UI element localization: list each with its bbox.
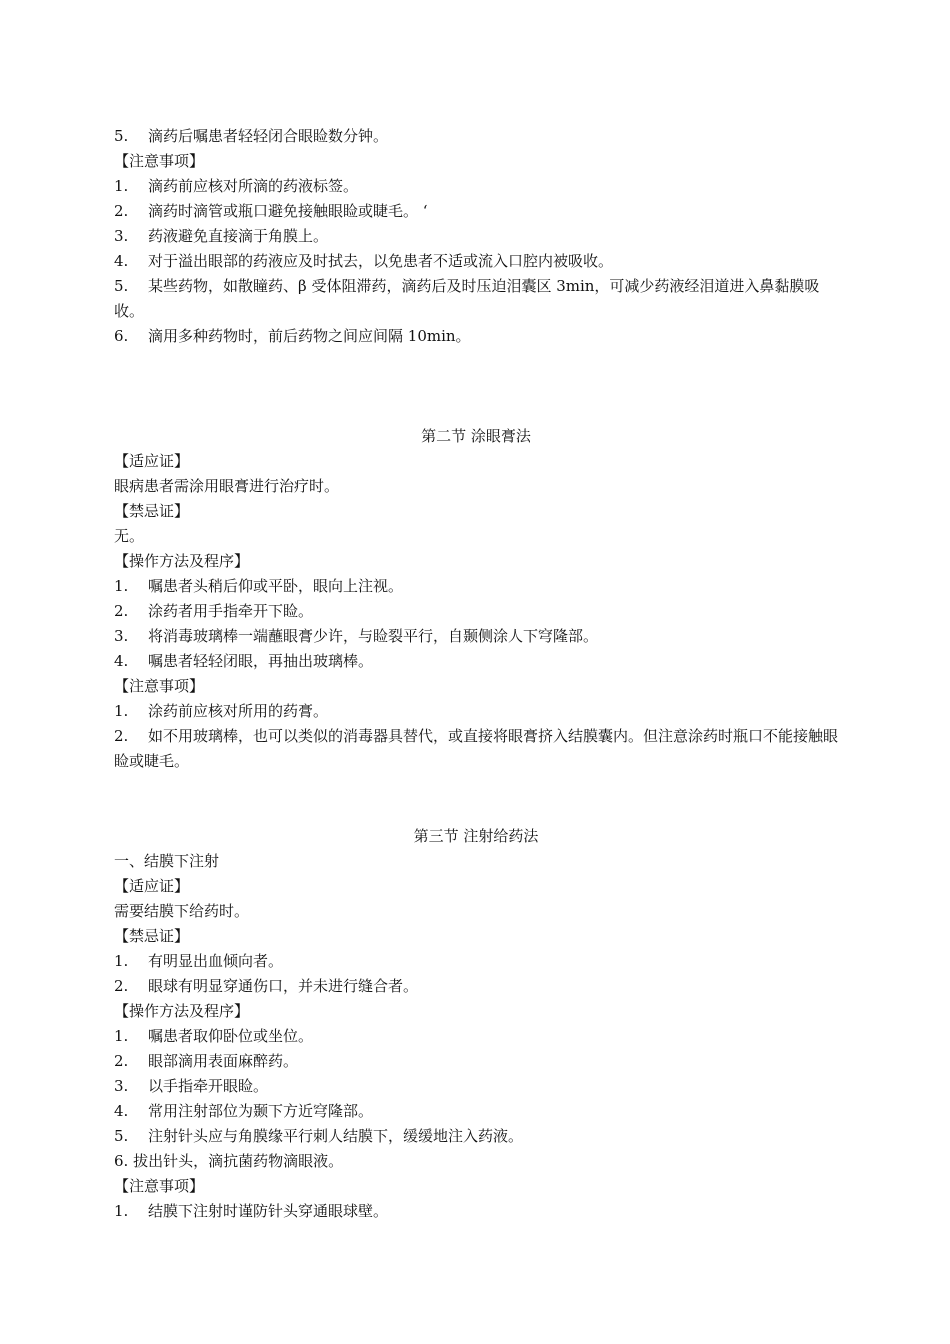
item-number: 2. bbox=[114, 1052, 129, 1070]
item-text: 对于溢出眼部的药液应及时拭去，以免患者不适或流入口腔内被吸收。 bbox=[148, 252, 614, 270]
item-number: 4. bbox=[114, 252, 129, 270]
item-text: 涂药前应核对所用的药膏。 bbox=[148, 702, 329, 720]
list-item bbox=[114, 599, 838, 624]
list-item bbox=[114, 699, 838, 724]
item-text: 滴药后嘱患者轻轻闭合眼睑数分钟。 bbox=[148, 127, 389, 145]
item-number: 6. bbox=[114, 327, 129, 345]
list-item-last: 6. 拔出针头，滴抗菌药物滴眼液。 bbox=[114, 1152, 344, 1170]
item-number: 1. bbox=[114, 177, 129, 195]
list-item bbox=[114, 174, 838, 199]
spacer bbox=[114, 349, 838, 424]
item-number: 4. bbox=[114, 652, 129, 670]
item-text: 将消毒玻璃棒一端蘸眼膏少许，与睑裂平行，自颞侧涂人下穹隆部。 bbox=[148, 627, 599, 645]
list-item bbox=[114, 974, 838, 999]
item-text: 药液避免直接滴于角膜上。 bbox=[148, 227, 329, 245]
list-item-wrapping bbox=[114, 724, 838, 774]
contraindication-heading: 【禁忌证】 bbox=[114, 927, 190, 945]
list-item bbox=[114, 649, 838, 674]
list-item bbox=[114, 1074, 838, 1099]
item-text: 某些药物，如散瞳药、β 受体阻滞药，滴药后及时压迫泪囊区 3min，可减少药液经泪道进入鼻黏膜吸收。 bbox=[114, 277, 820, 320]
notes-heading: 【注意事项】 bbox=[114, 677, 205, 695]
item-number: 2. bbox=[114, 977, 129, 995]
item-text: 滴用多种药物时，前后药物之间应间隔 10min。 bbox=[148, 327, 471, 345]
item-number: 5. bbox=[114, 1127, 129, 1145]
item-text: 常用注射部位为颞下方近穹隆部。 bbox=[148, 1102, 374, 1120]
list-item bbox=[114, 624, 838, 649]
item-text: 注射针头应与角膜缘平行刺人结膜下，缓缓地注入药液。 bbox=[148, 1127, 524, 1145]
list-item bbox=[114, 124, 838, 149]
list-item bbox=[114, 1199, 838, 1224]
item-number: 2. bbox=[114, 727, 129, 745]
item-text: 有明显出血倾向者。 bbox=[148, 952, 284, 970]
item-number: 1. bbox=[114, 1202, 129, 1220]
indication-heading: 【适应证】 bbox=[114, 452, 190, 470]
list-item bbox=[114, 199, 838, 224]
list-item bbox=[114, 249, 838, 274]
list-item bbox=[114, 1124, 838, 1149]
item-number: 2. bbox=[114, 602, 129, 620]
spacer bbox=[114, 774, 838, 824]
item-text: 滴药时滴管或瓶口避免接触眼睑或睫毛。 ‘ bbox=[148, 202, 428, 220]
section-title: 第三节 注射给药法 bbox=[413, 827, 539, 845]
item-text: 眼部滴用表面麻醉药。 bbox=[148, 1052, 299, 1070]
item-text: 嘱患者取仰卧位或坐位。 bbox=[148, 1027, 314, 1045]
list-item bbox=[114, 1049, 838, 1074]
item-text: 嘱患者头稍后仰或平卧，眼向上注视。 bbox=[148, 577, 404, 595]
notes-heading: 【注意事项】 bbox=[114, 152, 205, 170]
list-item bbox=[114, 574, 838, 599]
item-number: 2. bbox=[114, 202, 129, 220]
list-item bbox=[114, 324, 838, 349]
item-number: 1. bbox=[114, 702, 129, 720]
notes-heading: 【注意事项】 bbox=[114, 1177, 205, 1195]
indication-heading: 【适应证】 bbox=[114, 877, 190, 895]
procedure-heading: 【操作方法及程序】 bbox=[114, 1002, 250, 1020]
contraindication-heading: 【禁忌证】 bbox=[114, 502, 190, 520]
indication-text: 需要结膜下给药时。 bbox=[114, 902, 250, 920]
list-item-wrapping bbox=[114, 274, 838, 324]
item-number: 3. bbox=[114, 1077, 129, 1095]
item-number: 1. bbox=[114, 577, 129, 595]
item-number: 5. bbox=[114, 277, 129, 295]
item-number: 1. bbox=[114, 952, 129, 970]
procedure-heading: 【操作方法及程序】 bbox=[114, 552, 250, 570]
subsection-title: 一、结膜下注射 bbox=[114, 852, 220, 870]
section-title: 第二节 涂眼膏法 bbox=[421, 427, 531, 445]
document-content bbox=[114, 124, 838, 1224]
list-item bbox=[114, 224, 838, 249]
item-number: 5. bbox=[114, 127, 129, 145]
item-text: 眼球有明显穿通伤口，并未进行缝合者。 bbox=[148, 977, 419, 995]
list-item bbox=[114, 1024, 838, 1049]
item-text: 结膜下注射时谨防针头穿通眼球壁。 bbox=[148, 1202, 389, 1220]
list-item bbox=[114, 949, 838, 974]
item-number: 3. bbox=[114, 627, 129, 645]
list-item bbox=[114, 1099, 838, 1124]
item-number: 3. bbox=[114, 227, 129, 245]
item-number: 1. bbox=[114, 1027, 129, 1045]
item-text: 以手指牵开眼睑。 bbox=[148, 1077, 269, 1095]
indication-text: 眼病患者需涂用眼膏进行治疗时。 bbox=[114, 477, 340, 495]
contraindication-text: 无。 bbox=[114, 527, 145, 545]
item-text: 涂药者用手指牵开下睑。 bbox=[148, 602, 314, 620]
item-text: 如不用玻璃棒，也可以类似的消毒器具替代，或直接将眼膏挤入结膜囊内。但注意涂药时瓶口不能接触眼睑或睫毛。 bbox=[114, 727, 839, 770]
item-text: 滴药前应核对所滴的药液标签。 bbox=[148, 177, 359, 195]
item-text: 嘱患者轻轻闭眼，再抽出玻璃棒。 bbox=[148, 652, 374, 670]
item-number: 4. bbox=[114, 1102, 129, 1120]
